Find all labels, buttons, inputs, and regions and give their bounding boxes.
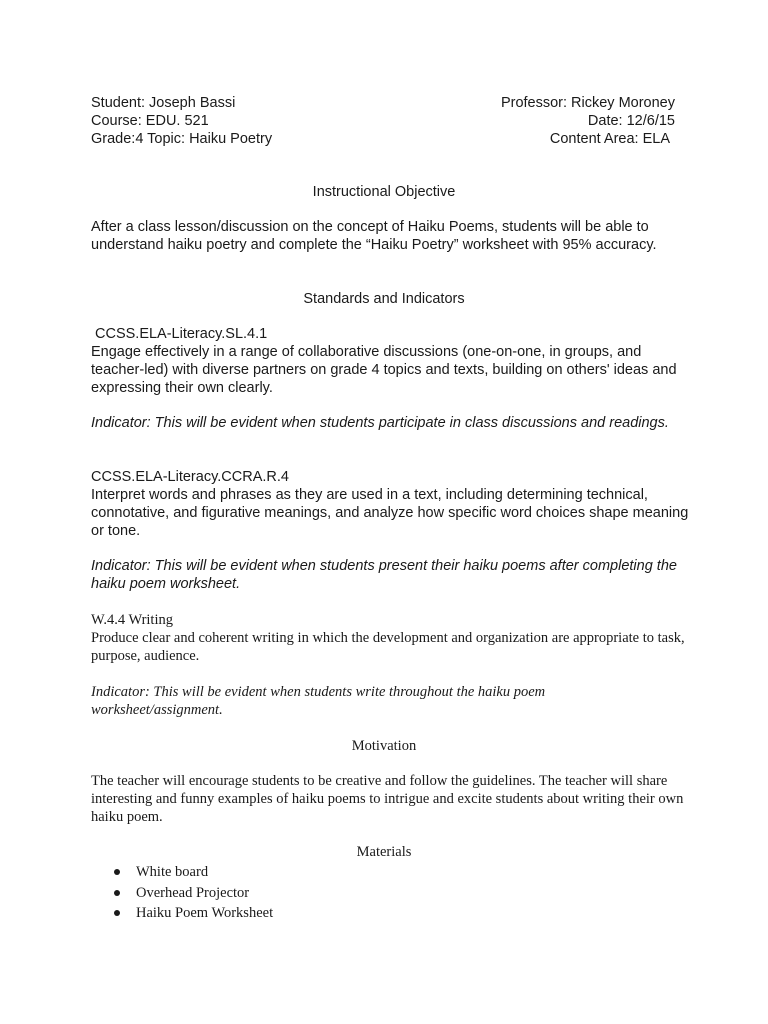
standard-text-2: Interpret words and phrases as they are used in a text, including determining technical, connotative, and figurative meanings, and analyze how specific word choices shape meaning or tone.	[91, 487, 689, 539]
standard-text-3: Produce clear and coherent writing in which the development and organization are appropriate to task, purpose, audience.	[91, 630, 685, 664]
list-item: Haiku Poem Worksheet	[91, 903, 273, 924]
professor-name: Professor: Rickey Moroney	[500, 95, 675, 111]
standard-code-1: CCSS.ELA-Literacy.SL.4.1	[95, 326, 268, 342]
motivation-text: The teacher will encourage students to be creative and follow the guidelines. The teacher will share interesting and funny examples of haiku poems to intrigue and excite students about writing their own haiku poem.	[91, 773, 684, 825]
materials-list	[91, 862, 273, 924]
objective-text: After a class lesson/discussion on the concept of Haiku Poems, students will be able to understand haiku poetry and complete the “Haiku Poetry” worksheet with 95% accuracy.	[91, 219, 657, 253]
list-item: Overhead Projector	[91, 883, 273, 904]
objective-heading: Instructional Objective	[312, 184, 456, 200]
standard-text-1: Engage effectively in a range of collaborative discussions (one-on-one, in groups, and teacher-led) with diverse partners on grade 4 topics and texts, building on others' ideas and expressing their own clearly.	[91, 344, 677, 396]
bullet-icon	[114, 910, 120, 916]
bullet-icon	[114, 869, 120, 875]
indicator-2: Indicator: This will be evident when students present their haiku poems after completing the haiku poem worksheet.	[91, 558, 677, 592]
indicator-3: Indicator: This will be evident when students write throughout the haiku poem worksheet/assignment.	[91, 684, 546, 718]
bullet-icon	[114, 890, 120, 896]
motivation-heading: Motivation	[351, 738, 417, 754]
content-area: Content Area: ELA	[549, 131, 670, 147]
standard-code-3: W.4.4 Writing	[91, 612, 173, 628]
student-name: Student: Joseph Bassi	[91, 95, 236, 111]
course-label: Course: EDU. 521	[91, 113, 209, 129]
standard-code-2: CCSS.ELA-Literacy.CCRA.R.4	[91, 469, 289, 485]
materials-heading: Materials	[356, 844, 412, 860]
standards-heading: Standards and Indicators	[303, 291, 465, 307]
indicator-1: Indicator: This will be evident when students participate in class discussions and readings.	[91, 415, 669, 431]
grade-topic: Grade:4 Topic: Haiku Poetry	[91, 131, 273, 147]
date-label: Date: 12/6/15	[587, 113, 675, 129]
list-item: White board	[91, 862, 273, 883]
